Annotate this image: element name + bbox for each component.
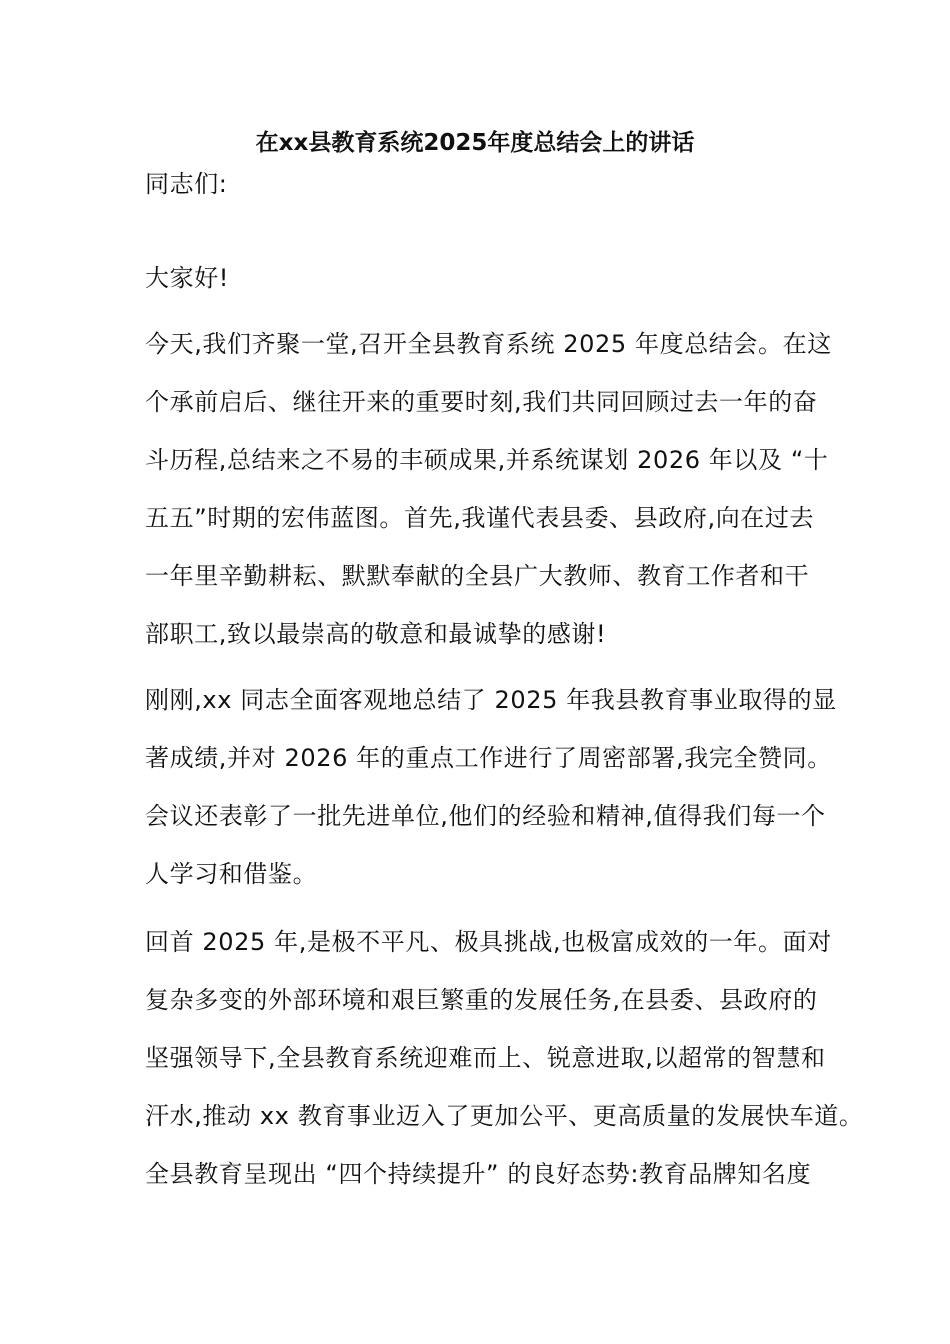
paragraph-line: 人学习和借鉴。 (145, 860, 318, 888)
paragraph-line: 斗历程,总结来之不易的丰硕成果,并系统谋划 2026 年以及 “十 (145, 446, 829, 474)
paragraph-line: 部职工,致以最崇高的敬意和最诚挚的感谢! (145, 620, 607, 648)
paragraph-line: 复杂多变的外部环境和艰巨繁重的发展任务,在县委、县政府的 (145, 986, 818, 1014)
greeting: 同志们: (145, 170, 228, 198)
paragraph-line: 五五”时期的宏伟蓝图。首先,我谨代表县委、县政府,向在过去 (145, 504, 815, 532)
paragraph-line: 今天,我们齐聚一堂,召开全县教育系统 2025 年度总结会。在这 (145, 330, 832, 358)
paragraph-line: 会议还表彰了一批先进单位,他们的经验和精神,值得我们每一个 (145, 802, 826, 830)
paragraph-line: 刚刚,xx 同志全面客观地总结了 2025 年我县教育事业取得的显 (145, 686, 837, 714)
salutation: 大家好! (145, 264, 230, 292)
paragraph-line: 著成绩,并对 2026 年的重点工作进行了周密部署,我完全赞同。 (145, 744, 832, 772)
paragraph-line: 个承前启后、继往开来的重要时刻,我们共同回顾过去一年的奋 (145, 388, 818, 416)
paragraph-line: 汗水,推动 xx 教育事业迈入了更加公平、更高质量的发展快车道。 (145, 1102, 864, 1130)
paragraph-line: 一年里辛勤耕耘、默默奉献的全县广大教师、教育工作者和干 (145, 562, 810, 590)
paragraph-line: 坚强领导下,全县教育系统迎难而上、锐意进取,以超常的智慧和 (145, 1044, 826, 1072)
paragraph-line: 全县教育呈现出 “四个持续提升” 的良好态势:教育品牌知名度 (145, 1160, 812, 1188)
paragraph-line: 回首 2025 年,是极不平凡、极具挑战,也极富成效的一年。面对 (145, 928, 832, 956)
document-title: 在xx县教育系统2025年度总结会上的讲话 (255, 130, 695, 156)
